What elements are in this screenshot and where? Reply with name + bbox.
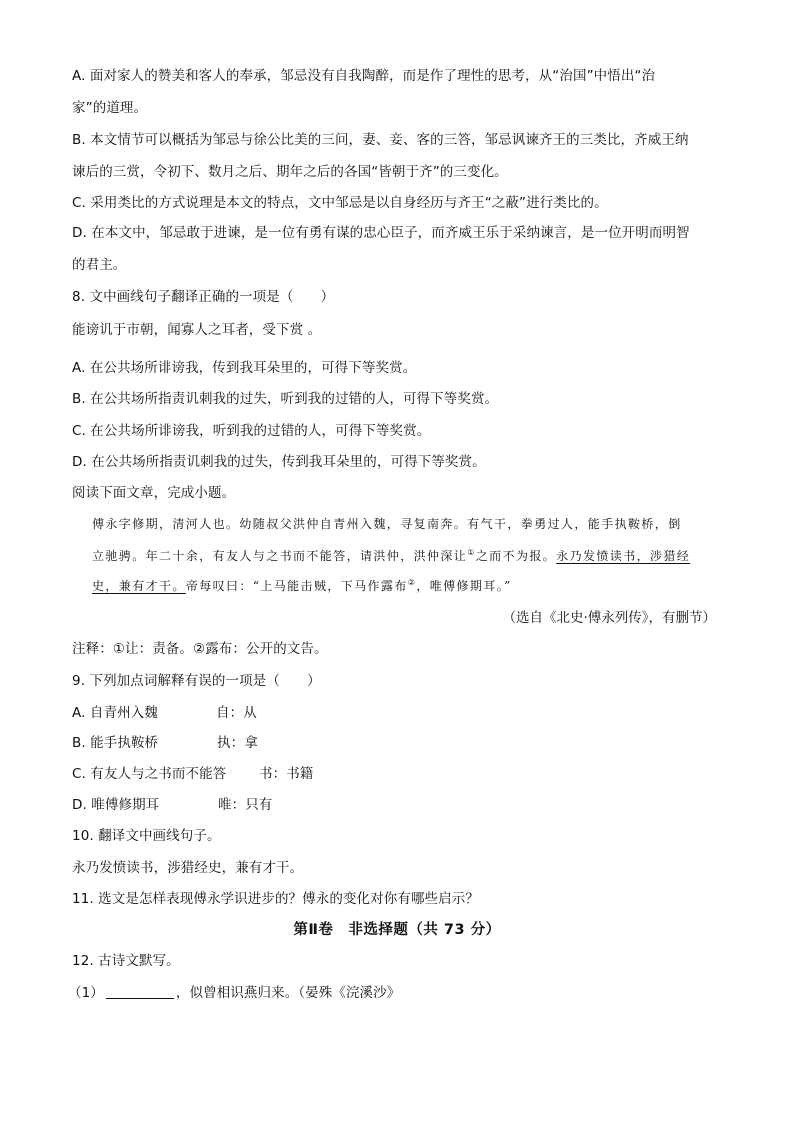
q9-option-gloss: 执：拿 — [217, 735, 258, 751]
q8-option-a: A. 在公共场所诽谤我，传到我耳朵里的，可得下等奖赏。 — [72, 360, 417, 376]
footnote-marker-1: ① — [467, 548, 476, 557]
q9-option-word: B. 能手执鞍桥 — [72, 735, 159, 751]
q7-option-d-line1: D. 在本文中，邹忌敢于进谏，是一位有勇有谋的忠心臣子，而齐威王乐于采纳谏言，是一位开明而明智 — [72, 225, 690, 241]
q12-item-number: （1） — [68, 985, 104, 1001]
underlined-sentence-part1: 永乃发愤读书，涉猎经 — [556, 549, 691, 563]
q7-option-b-line1: B. 本文情节可以概括为邹忌与徐公比美的三问，妻、妾、客的三答，邹忌讽谏齐王的三类比，齐威王纳 — [72, 132, 689, 148]
q10-stem: 10. 翻译文中画线句子。 — [72, 828, 221, 844]
q9-option-gloss: 唯：只有 — [218, 797, 273, 813]
q9-option-d — [72, 795, 272, 815]
q7-option-b-line2: 谏后的三赏，令初下、数月之后、期年之后的各国“皆朝于齐”的三变化。 — [72, 164, 508, 180]
q12-item1 — [68, 983, 400, 1003]
passage-text: 之而不为报。 — [475, 549, 557, 563]
q9-option-gloss: 书：书籍 — [259, 766, 314, 782]
q8-option-b: B. 在公共场所指责讥刺我的过失，听到我的过错的人，可得下等奖赏。 — [72, 391, 499, 407]
q9-option-a — [72, 703, 257, 723]
q8-option-d: D. 在公共场所指责讥刺我的过失，传到我耳朵里的，可得下等奖赏。 — [72, 454, 486, 470]
q9-option-word: C. 有友人与之书而不能答 — [72, 766, 227, 782]
q9-option-b — [72, 733, 258, 753]
q9-stem: 9. 下列加点词解释有误的一项是（ ） — [72, 673, 321, 689]
q12-item-text: ，似曾相识燕归来。（晏殊《浣溪沙》 — [175, 985, 401, 1001]
q8-option-c: C. 在公共场所诽谤我，听到我的过错的人，可得下等奖赏。 — [72, 423, 431, 439]
passage-line2 — [92, 546, 722, 566]
q11-stem: 11. 选文是怎样表现傅永学识进步的？傅永的变化对你有哪些启示？ — [72, 891, 479, 907]
passage-line3 — [92, 576, 722, 596]
passage-text: 立驰骋。年二十余，有友人与之书而不能答，请洪仲，洪仲深让 — [92, 549, 468, 563]
q7-option-a-line2: 家”的道理。 — [72, 100, 148, 116]
passage-notes: 注释：①让：责备。②露布：公开的文告。 — [72, 641, 328, 657]
q12-stem: 12. 古诗文默写。 — [72, 953, 180, 969]
passage-text: 帝每叹曰：“上马能击贼，下马作露布 — [185, 579, 408, 593]
passage-source: （选自《北史·傅永列传》，有删节） — [502, 610, 716, 626]
q9-option-word: D. 唯傅修期耳 — [72, 797, 160, 813]
passage-text: ，唯傅修期耳。” — [416, 579, 512, 593]
q7-option-d-line2: 的君主。 — [72, 257, 127, 273]
underlined-sentence-part2: 史，兼有才干。 — [92, 579, 186, 593]
q7-option-c: C. 采用类比的方式说理是本文的特点，文中邹忌是以自身经历与齐王“之蔽”进行类比的。 — [72, 195, 608, 211]
q9-option-word: A. 自青州入魏 — [72, 705, 158, 721]
q8-sentence: 能谤讥于市朝，闻寡人之耳者，受下赏 。 — [72, 322, 322, 338]
footnote-marker-2: ② — [407, 578, 417, 587]
q8-stem: 8. 文中画线句子翻译正确的一项是（ ） — [72, 289, 335, 305]
section-title: 第Ⅱ卷 非选择题（共 73 分） — [293, 922, 501, 938]
q10-sentence: 永乃发愤读书，涉猎经史，兼有才干。 — [72, 860, 304, 876]
answer-blank[interactable] — [106, 984, 174, 999]
q7-option-a-line1: A. 面对家人的赞美和客人的奉承，邹忌没有自我陶醉，而是作了理性的思考，从“治国”中悟出“治 — [72, 68, 656, 84]
reading-intro: 阅读下面文章，完成小题。 — [72, 485, 236, 501]
q9-option-c — [72, 764, 313, 784]
q9-option-gloss: 自：从 — [216, 705, 257, 721]
passage-line1: 傅永字修期，清河人也。幼随叔父洪仲自青州入魏，寻复南奔。有气干，拳勇过人，能手执鞍桥，倒 — [92, 517, 682, 531]
